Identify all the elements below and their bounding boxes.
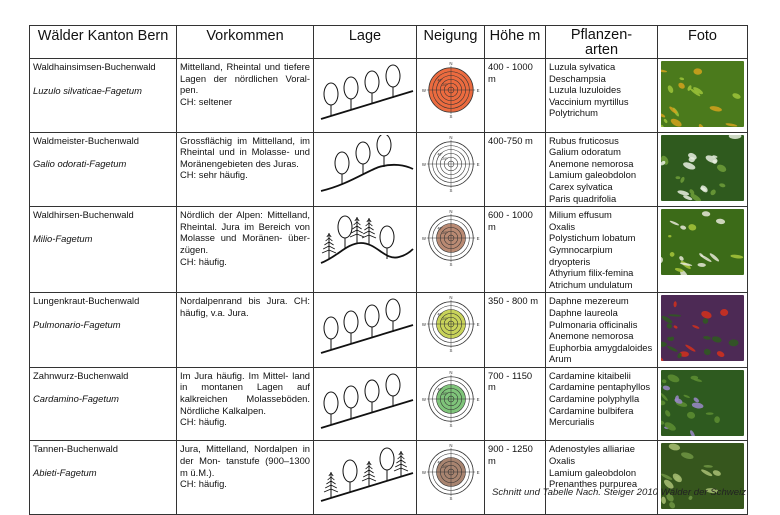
plant-species-cell: [546, 293, 658, 368]
deciduous-tree-icon: [365, 71, 379, 104]
compass-n-label: N: [449, 370, 452, 375]
neigung-cell: [417, 59, 485, 133]
slope-20-label: 20°: [442, 466, 448, 470]
plant-species: Cardamine bulbifera: [549, 405, 654, 417]
deciduous-tree-icon: [344, 386, 358, 419]
compass-w-label: W: [422, 162, 427, 167]
compass-w-label: W: [422, 470, 427, 475]
photo-cell: [658, 441, 748, 515]
compass-n-label: N: [449, 443, 452, 448]
deciduous-tree-icon: [338, 216, 352, 249]
hoehe-cell: 900 - 1250 m: [485, 441, 546, 515]
deciduous-tree-icon: [335, 152, 349, 185]
header-hoehe: Höhe m: [485, 26, 546, 59]
plant-species: Lamium galeobdolon: [549, 169, 654, 181]
deciduous-tree-icon: [386, 65, 400, 98]
plant-species: Lamium galeobdolon: [549, 467, 654, 479]
deciduous-tree-icon: [344, 311, 358, 344]
lage-cell: [314, 207, 417, 293]
forest-row: [30, 132, 748, 207]
plant-species: Adenostyles alliariae: [549, 443, 654, 455]
compass-n-label: N: [449, 135, 452, 140]
hoehe-cell: 400-750 m: [485, 132, 546, 207]
compass-w-label: W: [422, 236, 427, 241]
neigung-cell: [417, 293, 485, 368]
forest-table: [29, 25, 748, 515]
forest-name: Waldmeister-Buchenwald: [33, 135, 173, 147]
compass-s-label: S: [449, 188, 452, 193]
forest-latin-name: Pulmonario-Fagetum: [33, 319, 173, 331]
forest-name-cell: [30, 132, 177, 207]
slope-compass-diagram: [422, 209, 480, 267]
plant-species: Carex sylvatica: [549, 181, 654, 193]
forest-name: Tannen-Buchenwald: [33, 443, 173, 455]
terrain-profile-diagram: [317, 443, 417, 509]
neigung-cell: [417, 132, 485, 207]
plant-species: Atrichum undulatum: [549, 279, 654, 291]
hoehe-cell: 600 - 1000 m: [485, 207, 546, 293]
photo-cell: [658, 293, 748, 368]
forest-row: [30, 441, 748, 515]
forest-photo: [661, 295, 744, 361]
vorkommen-cell: Mittelland, Rheintal und tiefere Lagen der nördlichen Voral- pen. CH: seltener: [177, 59, 314, 133]
forest-name-cell: [30, 207, 177, 293]
plant-species: Rubus fruticosus: [549, 135, 654, 147]
compass-s-label: S: [449, 262, 452, 267]
plant-species: Anemone nemorosa: [549, 330, 654, 342]
deciduous-tree-icon: [356, 142, 370, 175]
deciduous-tree-icon: [386, 299, 400, 332]
forest-photo: [661, 370, 744, 436]
plant-species: Vaccinium myrtillus: [549, 96, 654, 108]
forest-row: [30, 367, 748, 441]
compass-w-label: W: [422, 88, 427, 93]
vorkommen-cell: Grossflächig im Mittelland, im Rheintal und in Molasse- und Moränengebieten des Juras. CH: sehr häufig.: [177, 132, 314, 207]
compass-w-label: W: [422, 322, 427, 327]
plant-species: Prenanthes purpurea: [549, 478, 654, 490]
plant-species: Oxalis: [549, 221, 654, 233]
compass-s-label: S: [449, 423, 452, 428]
compass-s-label: S: [449, 348, 452, 353]
slope-20-label: 20°: [442, 83, 448, 87]
forest-latin-name: Abieti-Fagetum: [33, 467, 173, 479]
vorkommen-cell: Nordalpenrand bis Jura. CH: häufig, v.a. Jura.: [177, 293, 314, 368]
slope-20-label: 20°: [442, 317, 448, 321]
compass-e-label: E: [476, 470, 479, 475]
plant-species: Athyrium filix-femina: [549, 267, 654, 279]
conifer-tree-icon: [362, 461, 376, 487]
forest-name-cell: [30, 441, 177, 515]
forest-latin-name: Galio odorati-Fagetum: [33, 158, 173, 170]
vorkommen-cell: Im Jura häufig. Im Mittel- land in montanen Lagen auf kalkreichen Molasseböden. Nördliche Kalkalpen. CH: häufig.: [177, 367, 314, 441]
forest-name-cell: [30, 293, 177, 368]
photo-cell: [658, 367, 748, 441]
plant-species: Cardamine kitaibelii: [549, 370, 654, 382]
plant-species: Daphne laureola: [549, 307, 654, 319]
plant-species: Paris quadrifolia: [549, 193, 654, 205]
plant-species: Gymnocarpium dryopteris: [549, 244, 654, 267]
neigung-cell: [417, 441, 485, 515]
forest-photo: [661, 443, 744, 509]
forest-photo: [661, 61, 744, 127]
plant-species: Oxalis: [549, 455, 654, 467]
plant-species-cell: [546, 441, 658, 515]
slope-20-label: 20°: [442, 231, 448, 235]
plant-species-cell: [546, 132, 658, 207]
slope-20-label: 20°: [442, 392, 448, 396]
header-neigung: Neigung: [417, 26, 485, 59]
slope-40-label: 40°: [437, 152, 443, 156]
plant-species: Daphne mezereum: [549, 295, 654, 307]
slope-20-label: 20°: [442, 157, 448, 161]
compass-s-label: S: [449, 497, 452, 502]
deciduous-tree-icon: [344, 77, 358, 110]
hoehe-cell: 400 - 1000 m: [485, 59, 546, 133]
hoehe-cell: 350 - 800 m: [485, 293, 546, 368]
plant-species: Anemone nemorosa: [549, 158, 654, 170]
table-body: [30, 59, 748, 515]
terrain-profile-diagram: [317, 370, 417, 436]
plant-species: Pulmonaria officinalis: [549, 319, 654, 331]
lage-cell: [314, 132, 417, 207]
slope-compass-diagram: [422, 295, 480, 353]
forest-row: [30, 59, 748, 133]
plant-species: Galium odoratum: [549, 146, 654, 158]
photo-cell: [658, 207, 748, 293]
terrain-profile-diagram: [317, 209, 417, 275]
header-name: Wälder Kanton Bern: [30, 26, 177, 59]
lage-cell: [314, 441, 417, 515]
slope-40-label: 40°: [437, 313, 443, 317]
deciduous-tree-icon: [380, 448, 394, 481]
slope-40-label: 40°: [437, 387, 443, 391]
conifer-tree-icon: [324, 472, 338, 498]
deciduous-tree-icon: [324, 317, 338, 350]
plant-species: Cardamine pentaphyllos: [549, 381, 654, 393]
photo-cell: [658, 132, 748, 207]
forest-latin-name: Luzulo silvaticae-Fagetum: [33, 85, 173, 97]
plant-species: Euphorbia amygdaloides: [549, 342, 654, 354]
slope-compass-diagram: [422, 135, 480, 193]
compass-n-label: N: [449, 295, 452, 300]
forest-row: [30, 207, 748, 293]
photo-cell: [658, 59, 748, 133]
forest-name-cell: [30, 367, 177, 441]
compass-e-label: E: [476, 397, 479, 402]
slope-40-label: 40°: [437, 461, 443, 465]
forest-photo: [661, 135, 744, 201]
plant-species-cell: [546, 367, 658, 441]
slope-compass-diagram: [422, 370, 480, 428]
plant-species: Mercurialis: [549, 416, 654, 428]
plant-species: Deschampsia: [549, 73, 654, 85]
slope-compass-diagram: [422, 443, 480, 501]
forest-name: Waldhirsen-Buchenwald: [33, 209, 173, 221]
neigung-cell: [417, 207, 485, 293]
terrain-profile-diagram: [317, 135, 417, 201]
plant-species: Luzula luzuloides: [549, 84, 654, 96]
forest-name: Lungenkraut-Buchenwald: [33, 295, 173, 307]
compass-s-label: S: [449, 114, 452, 119]
neigung-cell: [417, 367, 485, 441]
deciduous-tree-icon: [380, 226, 394, 259]
compass-n-label: N: [449, 61, 452, 66]
plant-species: Milium effusum: [549, 209, 654, 221]
header-foto: Foto: [658, 26, 748, 59]
plant-species: Polytrichum: [549, 107, 654, 119]
header-lage: Lage: [314, 26, 417, 59]
deciduous-tree-icon: [365, 305, 379, 338]
deciduous-tree-icon: [324, 392, 338, 425]
source-caption: Schnitt und Tabelle Nach. Steiger 2010 Wälder der Schweiz: [492, 487, 746, 498]
forest-latin-name: Milio-Fagetum: [33, 233, 173, 245]
hoehe-cell: 700 - 1150 m: [485, 367, 546, 441]
plant-species-cell: [546, 59, 658, 133]
deciduous-tree-icon: [343, 460, 357, 493]
forest-row: [30, 293, 748, 368]
slope-40-label: 40°: [437, 226, 443, 230]
compass-e-label: E: [476, 162, 479, 167]
lage-cell: [314, 59, 417, 133]
plant-species: Polystichum lobatum: [549, 232, 654, 244]
forest-latin-name: Cardamino-Fagetum: [33, 393, 173, 405]
forest-name: Zahnwurz-Buchenwald: [33, 370, 173, 382]
plant-species: Luzula sylvatica: [549, 61, 654, 73]
deciduous-tree-icon: [365, 380, 379, 413]
deciduous-tree-icon: [386, 374, 400, 407]
compass-e-label: E: [476, 236, 479, 241]
forest-name: Waldhainsimsen-Buchenwald: [33, 61, 173, 73]
terrain-profile-diagram: [317, 295, 417, 361]
slope-40-label: 40°: [437, 78, 443, 82]
compass-w-label: W: [422, 397, 427, 402]
vorkommen-cell: Jura, Mittelland, Nordalpen in der Mon- tanstufe (900–1300 m ü.M.). CH: häufig.: [177, 441, 314, 515]
conifer-tree-icon: [362, 218, 376, 244]
compass-e-label: E: [476, 88, 479, 93]
deciduous-tree-icon: [324, 83, 338, 116]
compass-n-label: N: [449, 209, 452, 214]
header-row: [30, 26, 748, 59]
lage-cell: [314, 293, 417, 368]
forest-name-cell: [30, 59, 177, 133]
plant-species: Arum: [549, 353, 654, 365]
deciduous-tree-icon: [377, 135, 391, 167]
forest-photo: [661, 209, 744, 275]
plant-species-cell: [546, 207, 658, 293]
slope-compass-diagram: [422, 61, 480, 119]
compass-e-label: E: [476, 322, 479, 327]
plant-species: Cardamine polyphylla: [549, 393, 654, 405]
header-vorkommen: Vorkommen: [177, 26, 314, 59]
header-pflanzen: Pflanzen- arten: [546, 26, 658, 59]
terrain-profile-diagram: [317, 61, 417, 127]
vorkommen-cell: Nördlich der Alpen: Mittelland, Rheintal. Jura im Bereich von Molasse und Moränen- über- zügen. CH: häufig.: [177, 207, 314, 293]
lage-cell: [314, 367, 417, 441]
conifer-tree-icon: [394, 451, 408, 477]
